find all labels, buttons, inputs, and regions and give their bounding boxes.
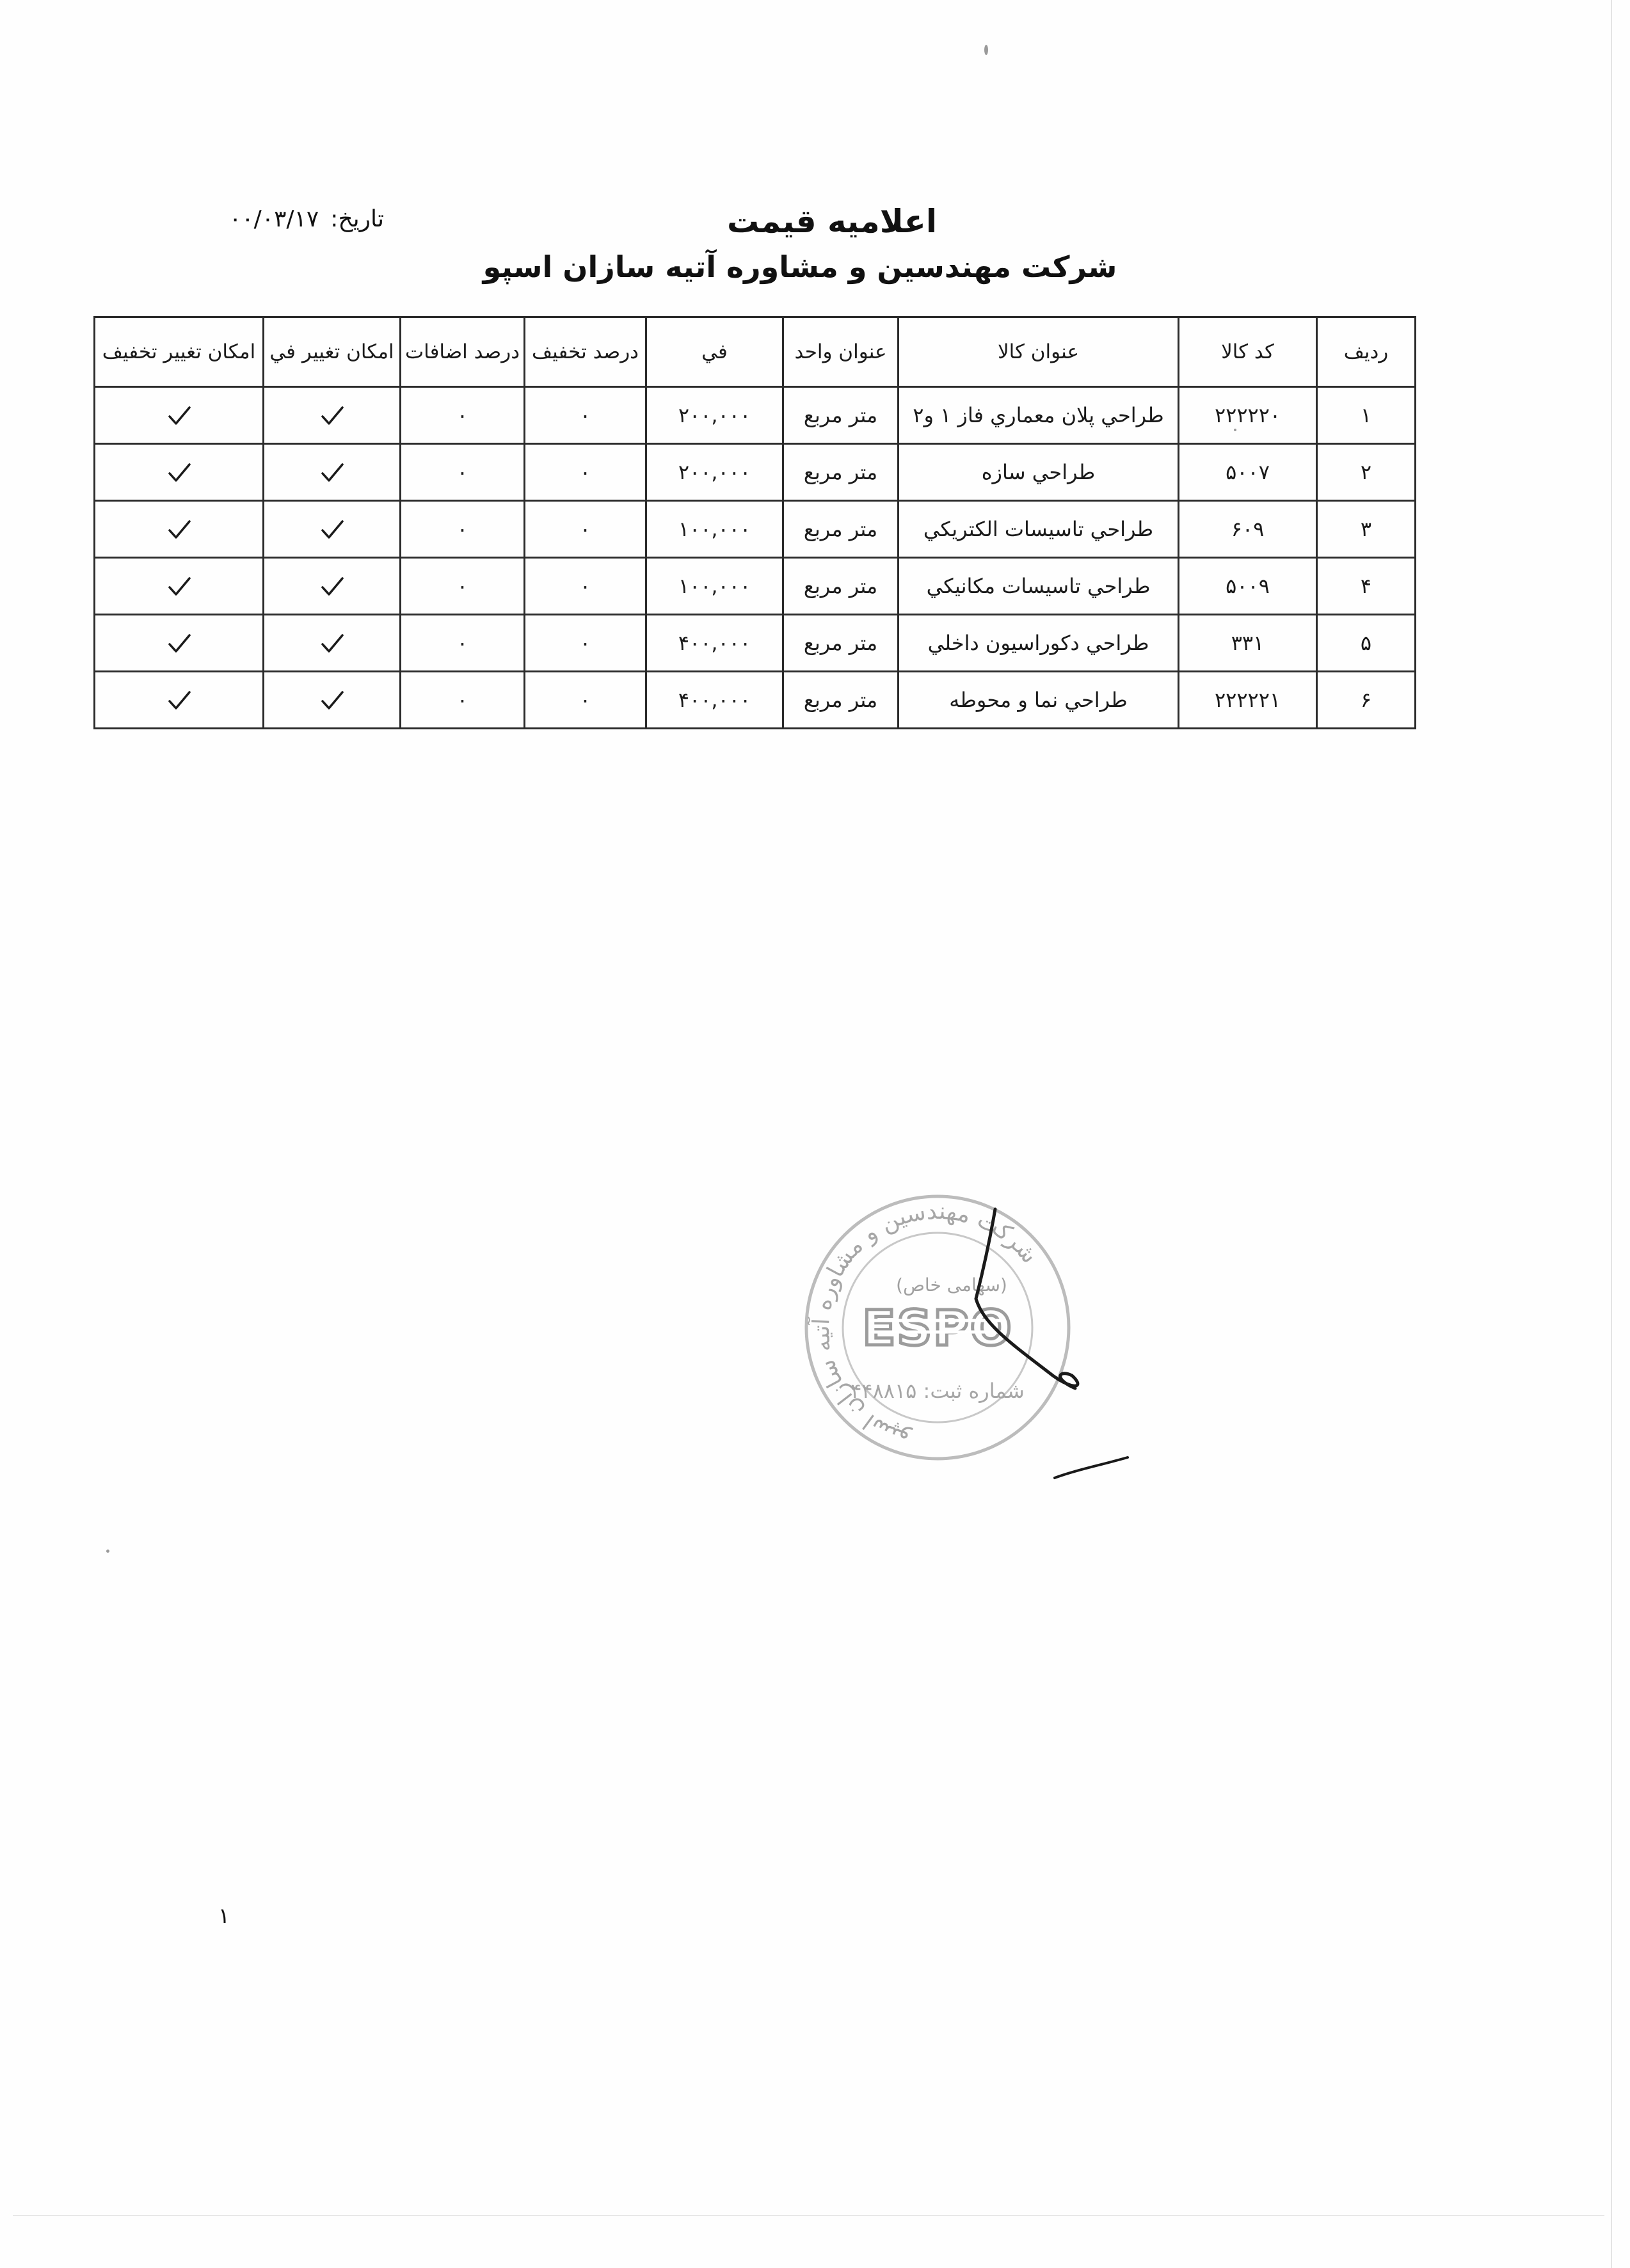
col-header-name: عنوان کالا [899, 317, 1179, 387]
cell-change-price [264, 558, 401, 615]
cell-price: ۲۰۰,۰۰۰ [646, 387, 783, 444]
cell-change-price [264, 672, 401, 729]
cell-code: ۲۲۲۲۲۱ [1179, 672, 1317, 729]
cell-name: طراحي نما و محوطه [899, 672, 1179, 729]
table-body [95, 387, 1416, 729]
col-header-unit: عنوان واحد [783, 317, 899, 387]
cell-change-discount [95, 558, 264, 615]
cell-unit: متر مربع [783, 672, 899, 729]
col-header-additions: درصد اضافات [401, 317, 525, 387]
cell-change-discount [95, 672, 264, 729]
stamp-logo [863, 1299, 1013, 1356]
stamp-company-type: (سهامی خاص) [896, 1274, 1007, 1296]
cell-row-number: ۵ [1317, 615, 1416, 672]
cell-code: ۳۳۱ [1179, 615, 1317, 672]
col-header-code: کد کالا [1179, 317, 1317, 387]
cell-code: ۵۰۰۹ [1179, 558, 1317, 615]
cell-unit: متر مربع [783, 615, 899, 672]
cell-code: ۶۰۹ [1179, 501, 1317, 558]
cell-price: ۲۰۰,۰۰۰ [646, 444, 783, 501]
table-row [95, 615, 1416, 672]
cell-row-number: ۶ [1317, 672, 1416, 729]
table-row [95, 558, 1416, 615]
checkmark-icon [319, 517, 345, 543]
cell-additions: ۰ [401, 387, 525, 444]
cell-additions: ۰ [401, 501, 525, 558]
cell-price: ۱۰۰,۰۰۰ [646, 558, 783, 615]
cell-name: طراحي دکوراسیون داخلي [899, 615, 1179, 672]
stamp-graphic [784, 1184, 1091, 1478]
cell-name: طراحي سازه [899, 444, 1179, 501]
signature-tail [1050, 1451, 1133, 1483]
company-stamp [784, 1184, 1091, 1478]
cell-discount: ۰ [525, 672, 646, 729]
cell-price: ۱۰۰,۰۰۰ [646, 501, 783, 558]
cell-discount: ۰ [525, 615, 646, 672]
cell-row-number: ۴ [1317, 558, 1416, 615]
stamp-registration: شماره ثبت: ۴۴۸۸۱۵ [851, 1379, 1025, 1403]
document-title: اعلامیه قیمت [727, 203, 937, 240]
col-header-discount: درصد تخفیف [525, 317, 646, 387]
cell-code: ۲۲۲۲۲۰ [1179, 387, 1317, 444]
col-header-change-discount: امکان تغییر تخفیف [95, 317, 264, 387]
col-header-change-price: امکان تغییر في [264, 317, 401, 387]
cell-change-price [264, 387, 401, 444]
cell-discount: ۰ [525, 387, 646, 444]
checkmark-icon [166, 631, 192, 656]
cell-row-number: ۲ [1317, 444, 1416, 501]
date-label: تاریخ: [330, 206, 384, 232]
cell-change-discount [95, 444, 264, 501]
checkmark-icon [166, 688, 192, 713]
cell-code: ۵۰۰۷ [1179, 444, 1317, 501]
cell-additions: ۰ [401, 615, 525, 672]
cell-price: ۴۰۰,۰۰۰ [646, 615, 783, 672]
date-value: ۰۰/۰۳/۱۷ [228, 206, 319, 232]
cell-discount: ۰ [525, 444, 646, 501]
price-table [93, 316, 1416, 729]
scan-speck [1234, 429, 1236, 431]
cell-discount: ۰ [525, 501, 646, 558]
page-number: ۱ [218, 1903, 230, 1929]
cell-additions: ۰ [401, 558, 525, 615]
cell-change-discount [95, 615, 264, 672]
cell-additions: ۰ [401, 672, 525, 729]
cell-row-number: ۳ [1317, 501, 1416, 558]
cell-discount: ۰ [525, 558, 646, 615]
scan-right-edge [1611, 0, 1612, 2268]
table-row [95, 444, 1416, 501]
col-header-price: في [646, 317, 783, 387]
checkmark-icon [319, 403, 345, 429]
table-row [95, 501, 1416, 558]
cell-additions: ۰ [401, 444, 525, 501]
cell-unit: متر مربع [783, 558, 899, 615]
cell-name: طراحي تاسیسات مکانیکي [899, 558, 1179, 615]
stamp-ring-textpath: شرکت مهندسین و مشاوره آتیه سازان اسپو [808, 1198, 1043, 1453]
cell-row-number: ۱ [1317, 387, 1416, 444]
checkmark-icon [319, 688, 345, 713]
checkmark-icon [166, 403, 192, 429]
scan-speck [984, 45, 988, 55]
table-header-row [95, 317, 1416, 387]
checkmark-icon [166, 460, 192, 486]
cell-change-discount [95, 387, 264, 444]
checkmark-icon [319, 460, 345, 486]
cell-change-price [264, 501, 401, 558]
cell-name: طراحي تاسیسات الکتریکي [899, 501, 1179, 558]
table-row [95, 672, 1416, 729]
col-header-row-number: ردیف [1317, 317, 1416, 387]
cell-change-price [264, 615, 401, 672]
company-name: شرکت مهندسین و مشاوره آتیه سازان اسپو [483, 250, 1117, 284]
cell-change-price [264, 444, 401, 501]
checkmark-icon [319, 574, 345, 599]
scan-bottom-edge [13, 2215, 1604, 2216]
cell-price: ۴۰۰,۰۰۰ [646, 672, 783, 729]
cell-unit: متر مربع [783, 387, 899, 444]
checkmark-icon [166, 574, 192, 599]
date-block [154, 203, 384, 235]
cell-unit: متر مربع [783, 444, 899, 501]
stamp-logo-text: ESPO [862, 1299, 1013, 1356]
scan-speck [106, 1550, 109, 1553]
table-row [95, 387, 1416, 444]
checkmark-icon [319, 631, 345, 656]
cell-change-discount [95, 501, 264, 558]
cell-name: طراحي پلان معماري فاز ۱ و۲ [899, 387, 1179, 444]
checkmark-icon [166, 517, 192, 543]
cell-unit: متر مربع [783, 501, 899, 558]
